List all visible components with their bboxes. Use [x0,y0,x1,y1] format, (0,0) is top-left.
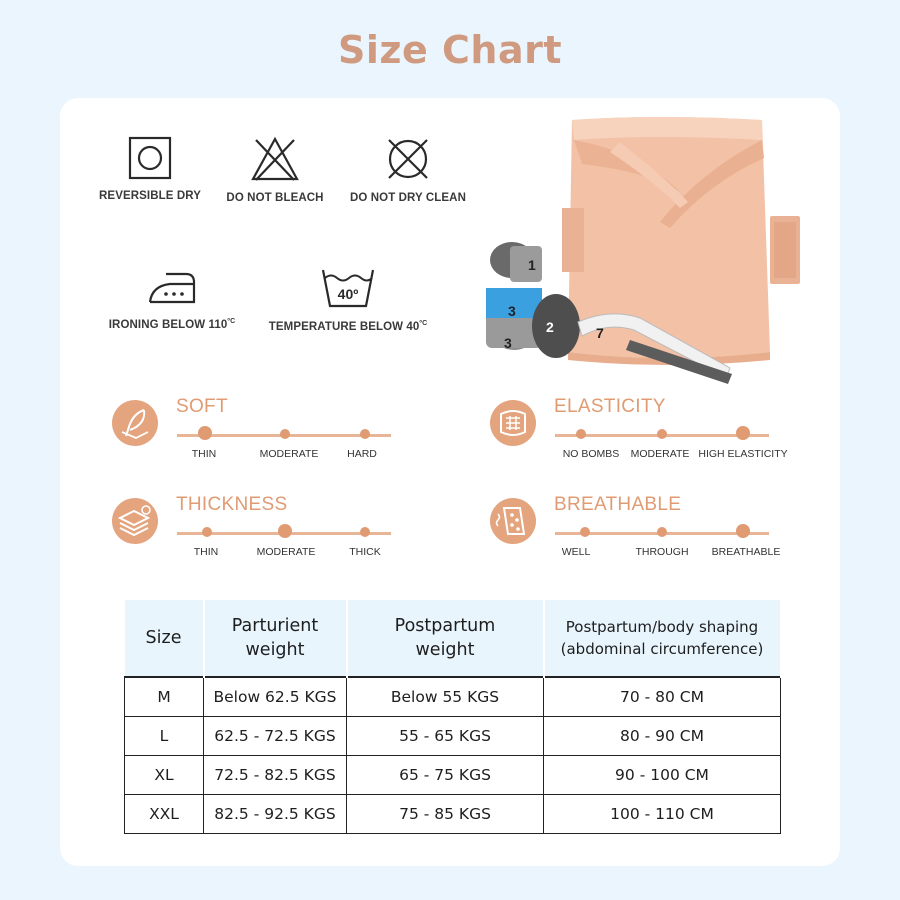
scale-label: NO BOMBS [562,448,620,460]
scale-label: HARD [347,448,377,460]
scale-dot [360,429,370,439]
cell-postpartum-weight: 65 - 75 KGS [347,756,544,795]
tape-number: 3 [504,335,512,351]
size-table [124,600,782,834]
tape-number: 2 [546,319,554,335]
care-label: DO NOT BLEACH [226,192,324,204]
scale-label: THICK [349,546,381,558]
feature-thickness [112,494,422,578]
cell-circumference: 90 - 100 CM [544,756,781,795]
scale-label: THROUGH [635,546,689,558]
column-header-abdominal-circumference: Postpartum/body shaping (abdominal circumference) [544,600,781,677]
tape-number: 3 [508,303,516,319]
cell-circumference: 70 - 80 CM [544,677,781,717]
cell-size: M [125,677,204,717]
unit-sup: ºC [227,318,236,325]
feature-elasticity [490,396,800,480]
page-title: Size Chart [337,28,562,72]
column-header-size: Size [125,600,204,677]
scale-label: MODERATE [259,448,319,460]
breathable-fabric-icon [490,498,536,544]
care-temperature [268,266,428,333]
cell-postpartum-weight: 55 - 65 KGS [347,717,544,756]
scale-dot-selected [736,524,750,538]
column-header-parturient-weight: Parturient weight [204,600,347,677]
square-circle-icon [128,136,172,180]
cell-postpartum-weight: Below 55 KGS [347,677,544,717]
tub-temperature: 40º [337,286,359,302]
scale-dot [657,429,667,439]
scale-label: WELL [561,546,591,558]
feature-name: ELASTICITY [554,396,666,417]
care-label: DO NOT DRY CLEAN [350,192,466,204]
feather-icon [112,400,158,446]
scale-label: THIN [193,546,219,558]
table-row [125,717,781,756]
cell-circumference: 80 - 90 CM [544,717,781,756]
scale-label: HIGH ELASTICITY [698,448,788,460]
care-do-not-dry-clean [328,136,488,204]
column-header-postpartum-weight: Postpartum weight [347,600,544,677]
cell-parturient-weight: 62.5 - 72.5 KGS [204,717,347,756]
wash-tub-icon [320,266,376,310]
scale-dot [202,527,212,537]
table-header-row [125,600,781,677]
elastic-band-icon [490,400,536,446]
tape-number: 1 [528,257,536,273]
scale-dot [576,429,586,439]
scale-dot-selected [278,524,292,538]
table-row [125,677,781,717]
crossed-triangle-icon [250,136,300,182]
care-label: IRONING BELOW $110^{ºC}$ [108,318,236,331]
feature-name: BREATHABLE [554,494,682,515]
cell-size: XXL [125,795,204,834]
feature-name: SOFT [176,396,228,417]
feature-name: THICKNESS [176,494,288,515]
layers-icon [112,498,158,544]
scale-label: MODERATE [256,546,316,558]
scale-dot [280,429,290,439]
cell-parturient-weight: Below 62.5 KGS [204,677,347,717]
cell-size: L [125,717,204,756]
care-label: REVERSIBLE DRY [99,190,201,202]
iron-icon [144,268,200,308]
scale-dot-selected [736,426,750,440]
care-ironing [92,268,252,331]
cell-parturient-weight: 72.5 - 82.5 KGS [204,756,347,795]
table-row [125,795,781,834]
scale-dot [580,527,590,537]
table-row [125,756,781,795]
cell-circumference: 100 - 110 CM [544,795,781,834]
feature-breathable [490,494,800,578]
scale-label: MODERATE [630,448,690,460]
scale-label: THIN [191,448,217,460]
scale-label: BREATHABLE [711,546,781,558]
scale-dot [657,527,667,537]
feature-soft [112,396,422,480]
cell-parturient-weight: 82.5 - 92.5 KGS [204,795,347,834]
tape-number: 7 [596,325,604,341]
crossed-circle-icon [385,136,431,182]
cell-postpartum-weight: 75 - 85 KGS [347,795,544,834]
unit-sup: ºC [419,320,428,327]
cell-size: XL [125,756,204,795]
scale-dot-selected [198,426,212,440]
product-image [470,112,840,402]
scale-dot [360,527,370,537]
care-label: TEMPERATURE BELOW $40^{ºC}$ [268,320,428,333]
